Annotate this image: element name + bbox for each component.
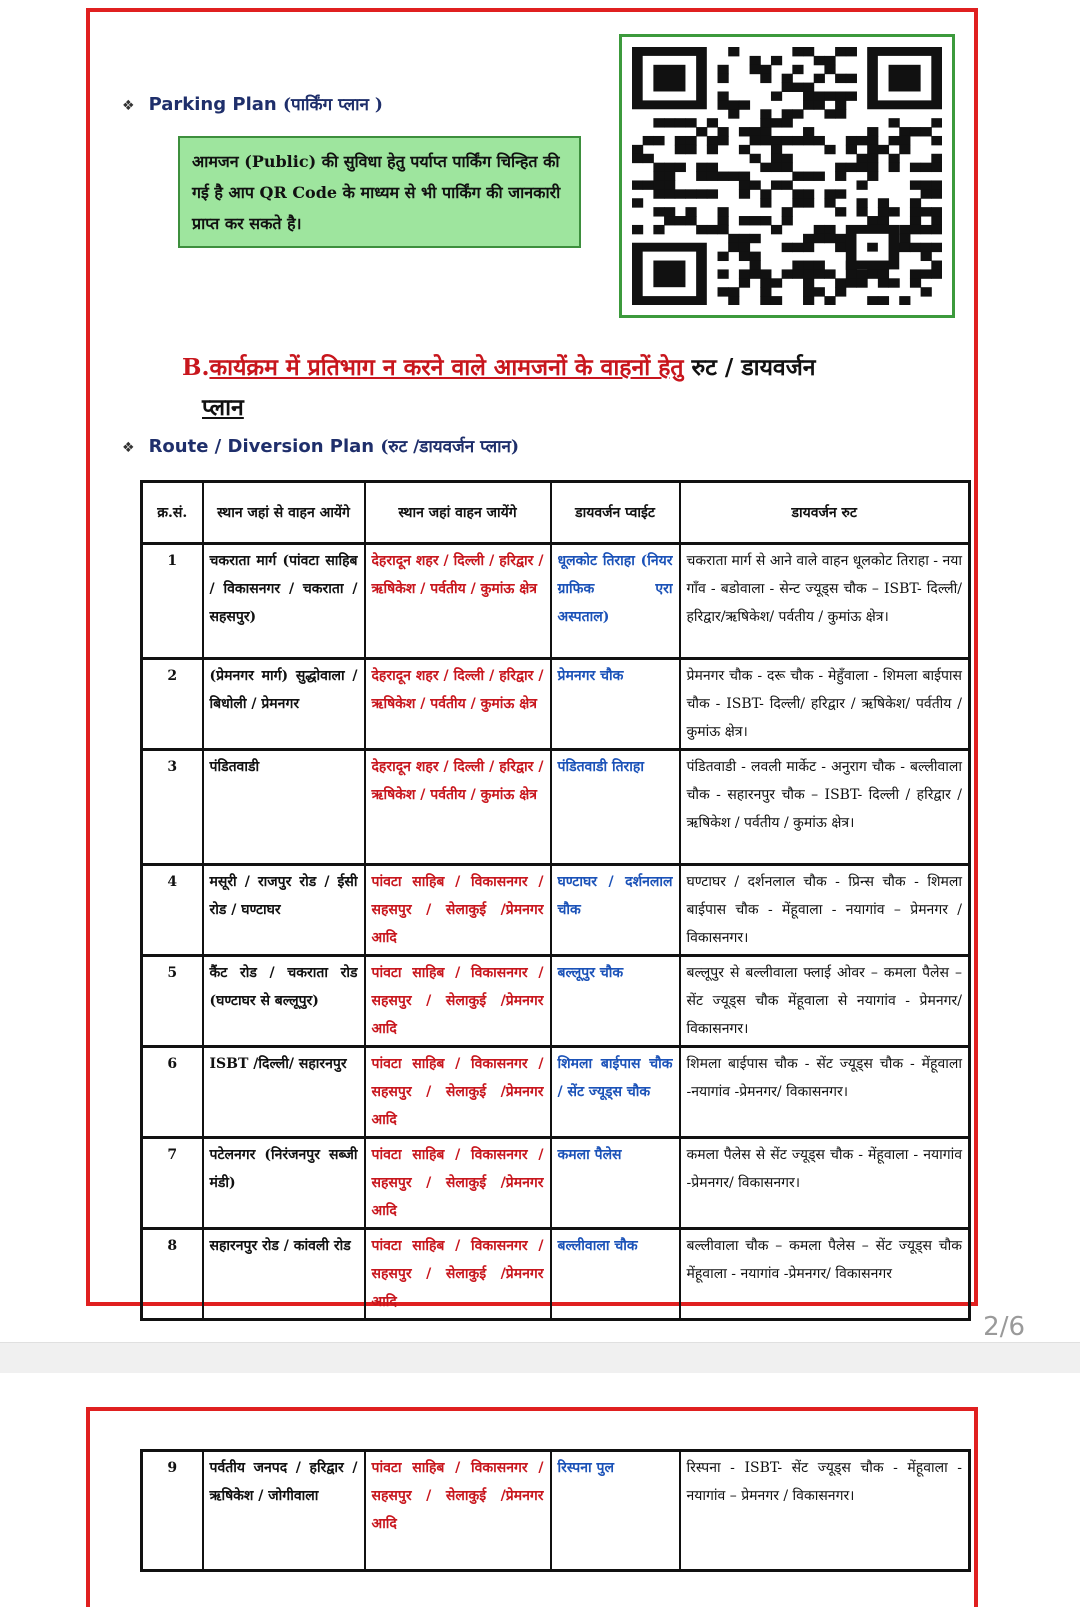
from-cell: पटेलनगर (निरंजनपुर सब्जी मंडी) [203, 1138, 365, 1229]
table-row [142, 544, 970, 659]
parking-plan-heading [122, 92, 383, 115]
to-cell: पांवटा साहिब / विकासनगर / सहसपुर / सेलाकुई /प्रेमनगर आदि [365, 1229, 551, 1320]
serial-cell: 2 [142, 659, 203, 750]
header-diversion-point: डायवर्जन प्वाईट [551, 482, 680, 544]
serial-cell: 4 [142, 865, 203, 956]
to-cell: देहरादून शहर / दिल्ली / हरिद्वार / ऋषिकेश / पर्वतीय / कुमांऊ क्षेत्र [365, 544, 551, 659]
diversion-point-cell: घण्टाघर / दर्शनलाल चौक [551, 865, 680, 956]
parking-info-box [178, 136, 581, 248]
diversion-route-cell: चकराता मार्ग से आने वाले वाहन धूलकोट तिराहा - नया गाँव - बडोवाला - सेन्ट ज्यूड्स चौक – ISBT- दिल्ली/ हरिद्वार/ऋषिकेश/ पर्वतीय / कुमांऊ क्षेत्र। [680, 544, 970, 659]
qr-code-icon[interactable] [632, 47, 942, 305]
from-cell: ISBT /दिल्ली/ सहारनपुर [203, 1047, 365, 1138]
table-row [142, 1229, 970, 1320]
page-separator [0, 1342, 1080, 1373]
table-header-row [142, 482, 970, 544]
diversion-route-cell: बल्लूपुर से बल्लीवाला फ्लाई ओवर – कमला पैलेस – सेंट ज्यूड्स चौक मेंहूवाला से नयागांव - प्रेमनगर/ विकासनगर। [680, 956, 970, 1047]
route-title-hi: (रुट /डायवर्जन प्लान) [380, 437, 520, 457]
section-b-red-text: कार्यक्रम में प्रतिभाग न करने वाले आमजनों के वाहनों हेतु [209, 354, 684, 381]
diversion-point-cell: बल्लीवाला चौक [551, 1229, 680, 1320]
table-row [142, 1451, 970, 1571]
header-to: स्थान जहां वाहन जायेंगे [365, 482, 551, 544]
parking-title-hi: (पार्किंग प्लान ) [283, 95, 383, 115]
diversion-route-cell: पंडितवाडी - लवली मार्केट - अनुराग चौक - बल्लीवाला चौक - सहारनपुर चौक – ISBT- दिल्ली / हरिद्वार / ऋषिकेश / पर्वतीय / कुमांऊ क्षेत्र। [680, 750, 970, 865]
to-cell: पांवटा साहिब / विकासनगर / सहसपुर / सेलाकुई /प्रेमनगर आदि [365, 865, 551, 956]
section-b-line2: प्लान [202, 394, 244, 421]
serial-cell: 6 [142, 1047, 203, 1138]
diversion-route-cell: शिमला बाईपास चौक - सेंट ज्यूड्स चौक - मेंहूवाला -नयागांव -प्रेमनगर/ विकासनगर। [680, 1047, 970, 1138]
diamond-bullet-icon: ❖ [122, 440, 135, 456]
serial-cell: 1 [142, 544, 203, 659]
qr-code-frame[interactable] [619, 34, 955, 318]
diversion-point-cell: कमला पैलेस [551, 1138, 680, 1229]
parking-info-text: आमजन (Public) की सुविधा हेतु पर्याप्त पार्किंग चिन्हित की गई है आप QR Code के माध्यम से भी पार्किंग की जानकारी प्राप्त कर सकते है। [192, 152, 561, 233]
diversion-point-cell: रिस्पना पुल [551, 1451, 680, 1571]
header-diversion-route: डायवर्जन रुट [680, 482, 970, 544]
diversion-route-cell: बल्लीवाला चौक – कमला पैलेस – सेंट ज्यूड्स चौक मेंहूवाला - नयागांव -प्रेमनगर/ विकासनगर [680, 1229, 970, 1320]
page-number: 2/6 [983, 1312, 1025, 1342]
from-cell: सहारनपुर रोड / कांवली रोड [203, 1229, 365, 1320]
to-cell: पांवटा साहिब / विकासनगर / सहसपुर / सेलाकुई /प्रेमनगर आदि [365, 956, 551, 1047]
from-cell: चकराता मार्ग (पांवटा साहिब / विकासनगर / चकराता / सहसपुर) [203, 544, 365, 659]
document-page-2 [86, 1407, 978, 1607]
table-row [142, 865, 970, 956]
diversion-point-cell: बल्लूपुर चौक [551, 956, 680, 1047]
serial-cell: 9 [142, 1451, 203, 1571]
diversion-route-cell: प्रेमनगर चौक - दरू चौक - मेहुँवाला - शिमला बाईपास चौक - ISBT- दिल्ली/ हरिद्वार / ऋषिकेश/ पर्वतीय / कुमांऊ क्षेत्र। [680, 659, 970, 750]
table-row [142, 956, 970, 1047]
diversion-route-cell: कमला पैलेस से सेंट ज्यूड्स चौक - मेंहूवाला - नयागांव -प्रेमनगर/ विकासनगर। [680, 1138, 970, 1229]
table-row [142, 750, 970, 865]
to-cell: देहरादून शहर / दिल्ली / हरिद्वार / ऋषिकेश / पर्वतीय / कुमांऊ क्षेत्र [365, 750, 551, 865]
section-b-black-text: रुट / डायवर्जन [683, 354, 816, 381]
diversion-point-cell: धूलकोट तिराहा (नियर ग्राफिक एरा अस्पताल) [551, 544, 680, 659]
to-cell: पांवटा साहिब / विकासनगर / सहसपुर / सेलाकुई /प्रेमनगर आदि [365, 1138, 551, 1229]
from-cell: कैंट रोड / चकराता रोड (घण्टाघर से बल्लूपुर) [203, 956, 365, 1047]
from-cell: (प्रेमनगर मार्ग) सुद्धोवाला / बिधोली / प्रेमनगर [203, 659, 365, 750]
diversion-route-cell: रिस्पना - ISBT- सेंट ज्यूड्स चौक - मेंहूवाला - नयागांव – प्रेमनगर / विकासनगर। [680, 1451, 970, 1571]
serial-cell: 3 [142, 750, 203, 865]
from-cell: पंडितवाडी [203, 750, 365, 865]
diamond-bullet-icon: ❖ [122, 98, 135, 114]
route-plan-heading [122, 434, 519, 457]
to-cell: पांवटा साहिब / विकासनगर / सहसपुर / सेलाकुई /प्रेमनगर आदि [365, 1047, 551, 1138]
to-cell: पांवटा साहिब / विकासनगर / सहसपुर / सेलाकुई /प्रेमनगर आदि [365, 1451, 551, 1571]
parking-title-en: Parking Plan [148, 94, 277, 115]
header-serial: क्र.सं. [142, 482, 203, 544]
from-cell: मसूरी / राजपुर रोड / ईसी रोड / घण्टाघर [203, 865, 365, 956]
document-page-1 [86, 8, 978, 1310]
section-b-heading [182, 348, 962, 428]
from-cell: पर्वतीय जनपद / हरिद्वार / ऋषिकेश / जोगीवाला [203, 1451, 365, 1571]
diversion-point-cell: पंडितवाडी तिराहा [551, 750, 680, 865]
header-from: स्थान जहां से वाहन आयेंगे [203, 482, 365, 544]
route-diversion-table-continued [140, 1449, 971, 1572]
section-b-prefix: B. [182, 354, 210, 381]
table-row [142, 659, 970, 750]
diversion-point-cell: प्रेमनगर चौक [551, 659, 680, 750]
serial-cell: 7 [142, 1138, 203, 1229]
to-cell: देहरादून शहर / दिल्ली / हरिद्वार / ऋषिकेश / पर्वतीय / कुमांऊ क्षेत्र [365, 659, 551, 750]
route-title-en: Route / Diversion Plan [148, 436, 375, 457]
table-row [142, 1047, 970, 1138]
diversion-point-cell: शिमला बाईपास चौक / सेंट ज्यूड्स चौक [551, 1047, 680, 1138]
diversion-route-cell: घण्टाघर / दर्शनलाल चौक - प्रिन्स चौक - शिमला बाईपास चौक - मेंहूवाला - नयागांव – प्रेमनगर / विकासनगर। [680, 865, 970, 956]
serial-cell: 5 [142, 956, 203, 1047]
serial-cell: 8 [142, 1229, 203, 1320]
route-diversion-table [140, 480, 971, 1321]
table-row [142, 1138, 970, 1229]
